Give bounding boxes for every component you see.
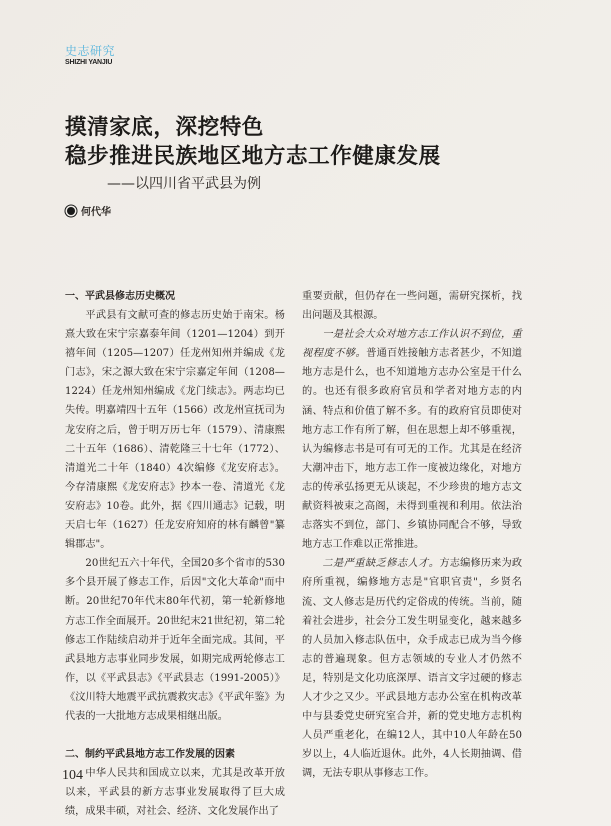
title-line-1: 摸清家底，深挖特色 bbox=[65, 115, 264, 140]
paragraph: 平武县有文献可查的修志历史始于南宋。杨熹大致在宋宁宗嘉泰年间（1201—1204）到开禧年间（1205—1207）任龙州知州并编成《龙门志》，宋之源大致在宋宁宗嘉定年间（1208—1224）任龙州知州编成《龙门续志》。两志均已失传。明嘉靖四十五年（1566）改龙州宣抚司为龙安府之后，曾于明万历七年（1579）、清康熙二十五年（1686）、清乾隆三十七年（1772）、清道光二十年（1840）4次编修《龙安府志》。今存清康熙《龙安府志》抄本一卷、清道光《龙安府志》10卷。此外，据《四川通志》记载，明天启七年（1627）任龙安府知府的林有麟曾"纂辑郡志"。 bbox=[65, 310, 285, 551]
article-title bbox=[65, 113, 441, 171]
section-brand bbox=[65, 44, 115, 67]
paragraph-body: 方志编修历来为政府所重视，编修地方志是"官职官责"，乡贤名流、文人修志是历代约定俗成的传统。当前，随着社会进步，社会分工发生明显变化，越来越多的人员加入修志队伍中，众手成志已成为当今修志的普遍现象。但方志领域的专业人才仍然不足，特别是文化功底深厚、语言文字过硬的修志人才少之又少。平武县地方志办公室在机构改革中与县委党史研究室合并，新的党史地方志机构人员严重老化，在编12人，其中10人年龄在50岁以上，4人临近退休。此外，4人长期抽调、借调，无法专职从事修志工作。 bbox=[302, 558, 523, 780]
left-column bbox=[65, 287, 285, 821]
right-column bbox=[302, 287, 522, 783]
paragraph: 中华人民共和国成立以来，尤其是改革开放以来，平武县的新方志事业发展取得了巨大成绩，成果丰硕，对社会、经济、文化发展作出了 bbox=[65, 768, 285, 818]
author-name: 何代华 bbox=[81, 207, 111, 218]
section-heading-1: 一、平武县修志历史概况 bbox=[65, 291, 175, 302]
paragraph bbox=[302, 554, 522, 783]
paragraph bbox=[302, 325, 522, 554]
title-line-2: 稳步推进民族地区地方志工作健康发展 bbox=[65, 144, 441, 169]
paragraph: 重要贡献，但仍存在一些问题，需研究探析，找出问题及其根源。 bbox=[302, 291, 522, 322]
paragraph-lead: 一是社会大众对地方志工作认识不到位，重视程度不够。 bbox=[302, 329, 522, 360]
section-name-cn: 史志研究 bbox=[65, 44, 116, 58]
bullet-circle-icon bbox=[67, 207, 75, 215]
author-byline bbox=[65, 203, 111, 218]
section-name-en: SHIZHI YANJIU bbox=[65, 59, 113, 66]
paragraph-body: 普通百姓接触方志者甚少，不知道地方志是什么，也不知道地方志办公室是干什么的。也还有很多政府官员和学者对地方志的内涵、特点和价值了解不多。有的政府官员即使对地方志工作有所了解，但在思想上却不够重视，认为编修志书是可有可无的工作。尤其是在经济大潮冲击下，地方志工作一度被边缘化，对地方志的传承弘扬更无从谈起，不少珍贵的地方志文献资料被束之高阁，未得到重视和利用。依法治志落实不到位，部门、乡镇协同配合不够，导致地方志工作难以正常推进。 bbox=[302, 348, 522, 551]
article-subtitle: ——以四川省平武县为例 bbox=[107, 176, 261, 192]
paragraph: 20世纪五六十年代，全国20多个省市的530多个县开展了修志工作，后因"文化大革命"而中断。20世纪70年代末80年代初，第一轮新修地方志工作全面展开。20世纪末21世纪初，第二轮修志工作陆续启动并于近年全面完成。其间，平武县地方志事业同步发展，如期完成两轮修志工作，以《平武县志》《平武县志（1991-2005）》《汶川特大地震平武抗震救灾志》《平武年鉴》为代表的一大批地方志成果相继出版。 bbox=[65, 558, 285, 722]
section-heading-2: 二、制约平武县地方志工作发展的因素 bbox=[65, 749, 235, 761]
page-number: 104 bbox=[62, 768, 83, 783]
paragraph-lead: 二是严重缺乏修志人才。 bbox=[322, 558, 440, 570]
